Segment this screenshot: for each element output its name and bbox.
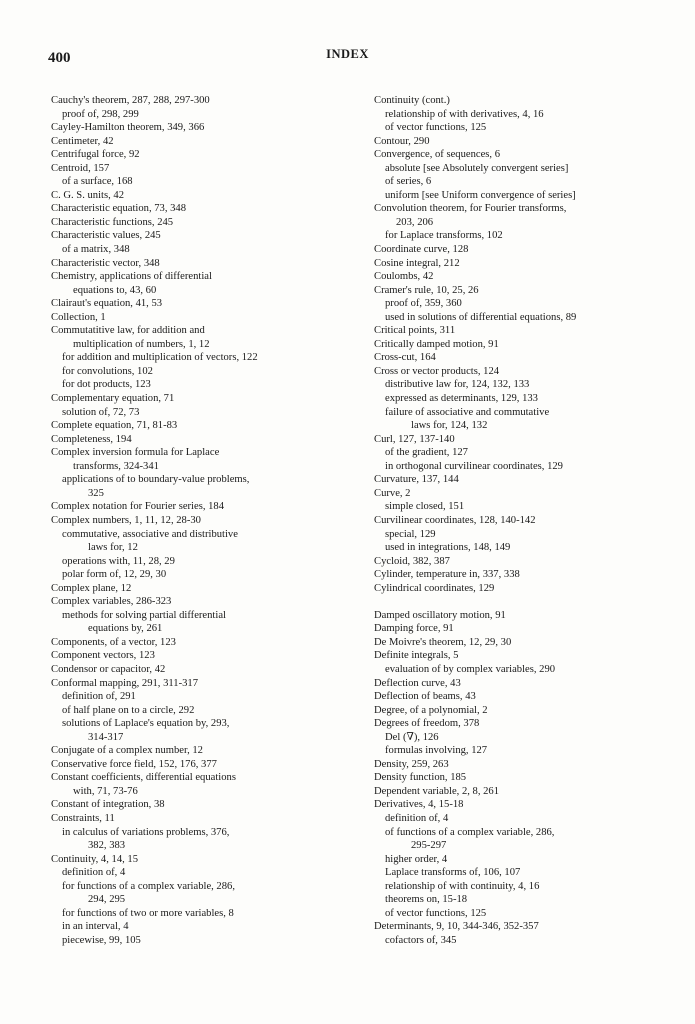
index-entry: Condensor or capacitor, 42	[51, 663, 166, 675]
index-subentry: definition of, 291	[62, 691, 136, 703]
index-entry: Complete equation, 71, 81-83	[51, 420, 178, 432]
index-entry: Cylinder, temperature in, 337, 338	[374, 569, 520, 581]
index-entry: Collection, 1	[51, 311, 106, 323]
index-subentry: polar form of, 12, 29, 30	[62, 569, 167, 581]
index-subentry: used in integrations, 148, 149	[385, 542, 511, 554]
index-subentry: for functions of two or more variables, 8	[62, 907, 234, 919]
index-subentry: commutative, associative and distributive	[62, 528, 238, 540]
index-entry: Cosine integral, 212	[374, 257, 460, 269]
index-entry: Characteristic vector, 348	[51, 257, 160, 269]
index-subentry: uniform [see Uniform convergence of series]	[385, 189, 576, 201]
index-subentry: of vector functions, 125	[385, 907, 487, 919]
page-number: 400	[48, 50, 71, 66]
index-subentry: laws for, 12	[88, 542, 138, 554]
index-subentry: special, 129	[385, 528, 436, 540]
index-entry: Curl, 127, 137-140	[374, 433, 455, 445]
running-head: INDEX	[326, 47, 369, 61]
index-subentry: of half plane on to a circle, 292	[62, 704, 195, 716]
index-subentry: of a surface, 168	[62, 176, 133, 188]
index-subentry: definition of, 4	[62, 867, 126, 879]
index-subentry: of functions of a complex variable, 286,	[385, 826, 555, 838]
index-subentry: definition of, 4	[385, 812, 449, 824]
index-entry: Conformal mapping, 291, 311-317	[51, 677, 199, 689]
index-entry: Continuity, 4, 14, 15	[51, 853, 139, 865]
section-gap	[374, 595, 664, 609]
index-subentry: theorems on, 15-18	[385, 894, 468, 906]
index-subentry: operations with, 11, 28, 29	[62, 555, 175, 567]
index-entry: Cayley-Hamilton theorem, 349, 366	[51, 122, 205, 134]
index-subentry: 314-317	[88, 731, 124, 743]
index-entry: De Moivre's theorem, 12, 29, 30	[374, 636, 512, 648]
index-entry: Complex notation for Fourier series, 184	[51, 501, 225, 513]
index-entry: Density function, 185	[374, 772, 467, 784]
index-subentry: 294, 295	[88, 894, 126, 906]
index-entry: Definite integrals, 5	[374, 650, 459, 662]
index-subentry: for addition and multiplication of vectors, 122	[62, 352, 258, 364]
index-subentry: in orthogonal curvilinear coordinates, 129	[385, 460, 563, 472]
index-subentry: relationship of with continuity, 4, 16	[385, 880, 540, 892]
index-entry: Determinants, 9, 10, 344-346, 352-357	[374, 921, 539, 933]
index-subentry: simple closed, 151	[385, 501, 465, 513]
index-entry: Clairaut's equation, 41, 53	[51, 298, 163, 310]
index-entry: Damping force, 91	[374, 623, 454, 635]
index-entry: Components, of a vector, 123	[51, 636, 176, 648]
index-subentry: formulas involving, 127	[385, 745, 488, 757]
index-entry: Characteristic equation, 73, 348	[51, 203, 187, 215]
index-subentry: in calculus of variations problems, 376,	[62, 826, 230, 838]
index-entry: Commutatitive law, for addition and	[51, 325, 205, 337]
index-entry: Centroid, 157	[51, 162, 110, 174]
index-entry: Completeness, 194	[51, 433, 132, 445]
index-subentry: expressed as determinants, 129, 133	[385, 393, 538, 405]
index-entry: Cross or vector products, 124	[374, 365, 500, 377]
index-entry: Convergence, of sequences, 6	[374, 149, 501, 161]
index-entry: Cross-cut, 164	[374, 352, 436, 364]
index-subentry: applications of to boundary-value problems,	[62, 474, 250, 486]
index-entry: Complementary equation, 71	[51, 393, 175, 405]
index-entry: Complex plane, 12	[51, 582, 132, 594]
index-entry: Degrees of freedom, 378	[374, 718, 480, 730]
index-entry: Chemistry, applications of differential	[51, 271, 212, 283]
index-subentry: solutions of Laplace's equation by, 293,	[62, 718, 230, 730]
index-entry: Convolution theorem, for Fourier transforms,	[374, 203, 567, 215]
index-subentry: piecewise, 99, 105	[62, 934, 141, 946]
index-subentry: used in solutions of differential equations, 89	[385, 311, 577, 323]
index-subentry: equations to, 43, 60	[73, 284, 157, 296]
index-subentry: for Laplace transforms, 102	[385, 230, 503, 242]
index-entry: Dependent variable, 2, 8, 261	[374, 785, 500, 797]
index-entry: Curvature, 137, 144	[374, 474, 459, 486]
index-subentry: higher order, 4	[385, 853, 448, 865]
index-entry: Critical points, 311	[374, 325, 456, 337]
index-entry: Complex numbers, 1, 11, 12, 28-30	[51, 514, 201, 526]
index-entry: Component vectors, 123	[51, 650, 155, 662]
index-subentry: relationship of with derivatives, 4, 16	[385, 108, 544, 120]
index-entry: Deflection curve, 43	[374, 677, 461, 689]
index-entry: Continuity (cont.)	[374, 95, 450, 106]
index-subentry: of a matrix, 348	[62, 244, 130, 256]
index-entry: Curvilinear coordinates, 128, 140-142	[374, 514, 536, 526]
index-entry: Density, 259, 263	[374, 758, 449, 770]
index-entry: Damped oscillatory motion, 91	[374, 609, 506, 621]
index-subentry: for functions of a complex variable, 286,	[62, 880, 235, 892]
index-subentry: with, 71, 73-76	[73, 785, 138, 797]
index-subentry: of the gradient, 127	[385, 447, 468, 459]
index-subentry: 203, 206	[396, 216, 434, 228]
index-entry: Cramer's rule, 10, 25, 26	[374, 284, 479, 296]
index-subentry: cofactors of, 345	[385, 934, 457, 946]
index-subentry: in an interval, 4	[62, 921, 129, 933]
index-subentry: Del (∇), 126	[385, 731, 439, 743]
index-subentry: equations by, 261	[88, 623, 163, 635]
index-entry: Centrifugal force, 92	[51, 149, 140, 161]
index-subentry: multiplication of numbers, 1, 12	[73, 338, 210, 350]
index-subentry: evaluation of by complex variables, 290	[385, 663, 556, 675]
index-entry: Degree, of a polynomial, 2	[374, 704, 488, 716]
index-subentry: 325	[88, 487, 104, 499]
index-subentry: for dot products, 123	[62, 379, 151, 391]
index-entry: Complex variables, 286-323	[51, 596, 172, 608]
index-entry: Constant coefficients, differential equations	[51, 772, 236, 784]
index-subentry: for convolutions, 102	[62, 365, 153, 377]
index-subentry: solution of, 72, 73	[62, 406, 140, 418]
index-subentry: Laplace transforms of, 106, 107	[385, 867, 521, 879]
index-entry: Characteristic functions, 245	[51, 216, 174, 228]
index-subentry: of vector functions, 125	[385, 122, 487, 134]
index-subentry: absolute [see Absolutely convergent series]	[385, 162, 569, 174]
index-subentry: proof of, 298, 299	[62, 108, 139, 120]
index-subentry: 295-297	[411, 840, 447, 852]
index-column-left	[51, 94, 351, 947]
index-subentry: failure of associative and commutative	[385, 406, 550, 418]
index-entry: Curve, 2	[374, 487, 411, 499]
index-entry: Deflection of beams, 43	[374, 691, 476, 703]
index-entry: Characteristic values, 245	[51, 230, 161, 242]
index-subentry: methods for solving partial differential	[62, 609, 226, 621]
index-entry: Cauchy's theorem, 287, 288, 297-300	[51, 95, 210, 106]
index-subentry: distributive law for, 124, 132, 133	[385, 379, 530, 391]
index-entry: Constraints, 11	[51, 812, 115, 824]
index-entry: Complex inversion formula for Laplace	[51, 447, 220, 459]
index-entry: C. G. S. units, 42	[51, 189, 124, 201]
index-entry: Conservative force field, 152, 176, 377	[51, 758, 217, 770]
index-entry: Derivatives, 4, 15-18	[374, 799, 464, 811]
index-entry: Cylindrical coordinates, 129	[374, 582, 495, 594]
index-entry: Conjugate of a complex number, 12	[51, 745, 203, 757]
index-entry: Critically damped motion, 91	[374, 338, 499, 350]
index-subentry: transforms, 324-341	[73, 460, 159, 472]
index-entry: Constant of integration, 38	[51, 799, 165, 811]
index-entry: Contour, 290	[374, 135, 430, 147]
index-column-right	[374, 94, 664, 947]
index-entry: Coulombs, 42	[374, 271, 434, 283]
index-subentry: of series, 6	[385, 176, 432, 188]
index-subentry: laws for, 124, 132	[411, 420, 488, 432]
index-entry: Coordinate curve, 128	[374, 244, 469, 256]
index-entry: Centimeter, 42	[51, 135, 114, 147]
index-subentry: 382, 383	[88, 840, 126, 852]
index-entry: Cycloid, 382, 387	[374, 555, 450, 567]
index-subentry: proof of, 359, 360	[385, 298, 462, 310]
